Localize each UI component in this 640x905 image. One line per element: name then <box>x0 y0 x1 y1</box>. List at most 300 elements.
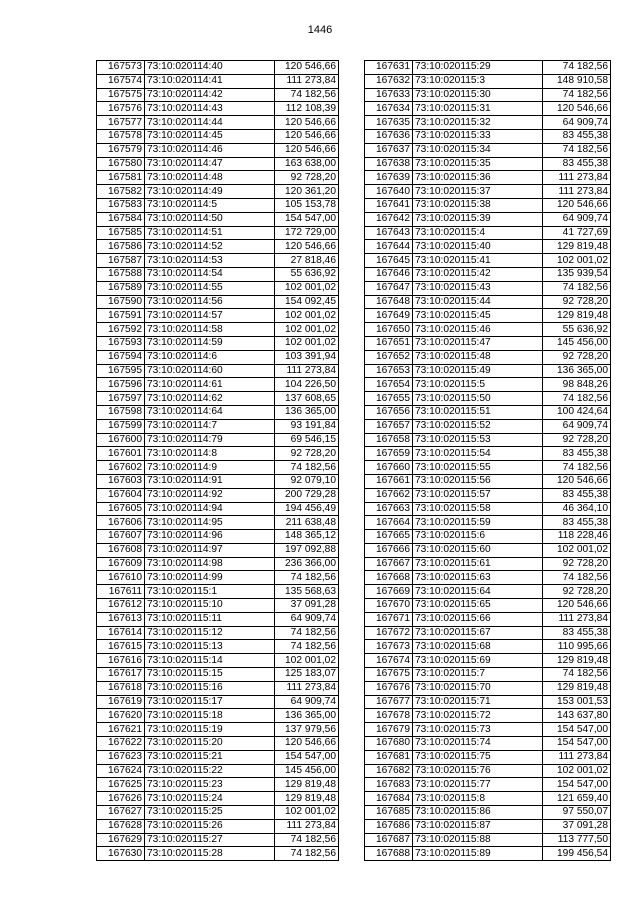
cadastral-number-cell: 73:10:020114:79 <box>145 433 275 447</box>
cadastral-number-cell: 73:10:020114:45 <box>145 129 275 143</box>
cadastral-number-cell: 73:10:020114:46 <box>145 143 275 157</box>
row-number-cell: 167656 <box>365 405 413 419</box>
amount-cell: 154 547,00 <box>275 750 339 764</box>
cadastral-number-cell: 73:10:020115:52 <box>413 419 543 433</box>
amount-cell: 154 547,00 <box>543 778 611 792</box>
table-row <box>365 599 611 613</box>
amount-cell: 74 182,56 <box>275 847 339 861</box>
cadastral-number-cell: 73:10:020115:3 <box>413 74 543 88</box>
table-row <box>97 530 339 544</box>
row-number-cell: 167623 <box>97 750 145 764</box>
row-number-cell: 167601 <box>97 447 145 461</box>
row-number-cell: 167613 <box>97 612 145 626</box>
amount-cell: 83 455,38 <box>543 157 611 171</box>
cadastral-number-cell: 73:10:020115:72 <box>413 709 543 723</box>
cadastral-number-cell: 73:10:020115:56 <box>413 474 543 488</box>
table-row <box>97 364 339 378</box>
cadastral-number-cell: 73:10:020115:37 <box>413 185 543 199</box>
row-number-cell: 167659 <box>365 447 413 461</box>
amount-cell: 98 848,26 <box>543 378 611 392</box>
cadastral-number-cell: 73:10:020115:74 <box>413 737 543 751</box>
amount-cell: 92 728,20 <box>543 350 611 364</box>
row-number-cell: 167616 <box>97 654 145 668</box>
cadastral-number-cell: 73:10:020114:9 <box>145 461 275 475</box>
row-number-cell: 167628 <box>97 819 145 833</box>
table-row <box>365 571 611 585</box>
cadastral-number-cell: 73:10:020115:12 <box>145 626 275 640</box>
table-row <box>365 488 611 502</box>
amount-cell: 129 819,48 <box>543 240 611 254</box>
table-row <box>97 116 339 130</box>
amount-cell: 136 365,00 <box>543 364 611 378</box>
table-row <box>365 102 611 116</box>
table-row <box>365 530 611 544</box>
row-number-cell: 167674 <box>365 654 413 668</box>
amount-cell: 92 728,20 <box>543 557 611 571</box>
table-row <box>365 681 611 695</box>
cadastral-number-cell: 73:10:020115:53 <box>413 433 543 447</box>
amount-cell: 92 728,20 <box>275 447 339 461</box>
amount-cell: 64 909,74 <box>543 212 611 226</box>
amount-cell: 64 909,74 <box>543 116 611 130</box>
row-number-cell: 167589 <box>97 281 145 295</box>
row-number-cell: 167607 <box>97 530 145 544</box>
table-row <box>97 681 339 695</box>
cadastral-number-cell: 73:10:020115:38 <box>413 198 543 212</box>
amount-cell: 102 001,02 <box>275 309 339 323</box>
amount-cell: 136 365,00 <box>275 709 339 723</box>
row-number-cell: 167643 <box>365 226 413 240</box>
cadastral-number-cell: 73:10:020114:54 <box>145 267 275 281</box>
cadastral-number-cell: 73:10:020115:55 <box>413 461 543 475</box>
row-number-cell: 167615 <box>97 640 145 654</box>
amount-cell: 37 091,28 <box>543 819 611 833</box>
cadastral-number-cell: 73:10:020114:58 <box>145 323 275 337</box>
table-row <box>97 392 339 406</box>
table-row <box>97 833 339 847</box>
table-row <box>97 254 339 268</box>
amount-cell: 102 001,02 <box>543 254 611 268</box>
row-number-cell: 167625 <box>97 778 145 792</box>
amount-cell: 111 273,84 <box>543 750 611 764</box>
amount-cell: 129 819,48 <box>275 792 339 806</box>
cadastral-number-cell: 73:10:020115:88 <box>413 833 543 847</box>
amount-cell: 120 546,66 <box>275 737 339 751</box>
row-number-cell: 167629 <box>97 833 145 847</box>
cadastral-number-cell: 73:10:020114:62 <box>145 392 275 406</box>
table-row <box>365 557 611 571</box>
amount-cell: 148 365,12 <box>275 530 339 544</box>
row-number-cell: 167627 <box>97 806 145 820</box>
row-number-cell: 167573 <box>97 61 145 75</box>
amount-cell: 46 364,10 <box>543 502 611 516</box>
cadastral-number-cell: 73:10:020114:61 <box>145 378 275 392</box>
amount-cell: 111 273,84 <box>543 612 611 626</box>
row-number-cell: 167683 <box>365 778 413 792</box>
cadastral-number-cell: 73:10:020115:10 <box>145 599 275 613</box>
page-number: 1446 <box>307 24 333 36</box>
amount-cell: 129 819,48 <box>543 654 611 668</box>
row-number-cell: 167680 <box>365 737 413 751</box>
row-number-cell: 167658 <box>365 433 413 447</box>
row-number-cell: 167687 <box>365 833 413 847</box>
row-number-cell: 167602 <box>97 461 145 475</box>
cadastral-number-cell: 73:10:020115:29 <box>413 61 543 75</box>
row-number-cell: 167661 <box>365 474 413 488</box>
cadastral-number-cell: 73:10:020114:5 <box>145 198 275 212</box>
row-number-cell: 167605 <box>97 502 145 516</box>
table-row <box>365 819 611 833</box>
amount-cell: 137 979,56 <box>275 723 339 737</box>
cadastral-number-cell: 73:10:020115:60 <box>413 543 543 557</box>
table-row <box>97 447 339 461</box>
amount-cell: 120 546,66 <box>275 129 339 143</box>
cadastral-number-cell: 73:10:020114:57 <box>145 309 275 323</box>
table-row <box>365 198 611 212</box>
cadastral-number-cell: 73:10:020115:87 <box>413 819 543 833</box>
cadastral-number-cell: 73:10:020115:69 <box>413 654 543 668</box>
table-row <box>365 171 611 185</box>
row-number-cell: 167591 <box>97 309 145 323</box>
row-number-cell: 167596 <box>97 378 145 392</box>
table-row <box>97 764 339 778</box>
amount-cell: 74 182,56 <box>543 143 611 157</box>
cadastral-number-cell: 73:10:020115:43 <box>413 281 543 295</box>
amount-cell: 74 182,56 <box>275 833 339 847</box>
table-row <box>97 695 339 709</box>
row-number-cell: 167686 <box>365 819 413 833</box>
row-number-cell: 167582 <box>97 185 145 199</box>
table-row <box>97 819 339 833</box>
cadastral-number-cell: 73:10:020114:6 <box>145 350 275 364</box>
table-row <box>97 668 339 682</box>
table-row <box>365 723 611 737</box>
row-number-cell: 167646 <box>365 267 413 281</box>
amount-cell: 93 191,84 <box>275 419 339 433</box>
amount-cell: 105 153,78 <box>275 198 339 212</box>
table-row <box>97 129 339 143</box>
row-number-cell: 167587 <box>97 254 145 268</box>
table-row <box>365 750 611 764</box>
table-row <box>97 792 339 806</box>
cadastral-number-cell: 73:10:020114:94 <box>145 502 275 516</box>
table-row <box>365 240 611 254</box>
row-number-cell: 167639 <box>365 171 413 185</box>
table-row <box>365 585 611 599</box>
amount-cell: 74 182,56 <box>543 571 611 585</box>
table-row <box>365 350 611 364</box>
table-row <box>365 419 611 433</box>
row-number-cell: 167638 <box>365 157 413 171</box>
cadastral-number-cell: 73:10:020114:44 <box>145 116 275 130</box>
left-table-body <box>97 61 339 861</box>
table-row <box>365 254 611 268</box>
cadastral-number-cell: 73:10:020114:53 <box>145 254 275 268</box>
row-number-cell: 167667 <box>365 557 413 571</box>
amount-cell: 129 819,48 <box>275 778 339 792</box>
amount-cell: 120 546,66 <box>543 198 611 212</box>
row-number-cell: 167663 <box>365 502 413 516</box>
table-row <box>97 405 339 419</box>
table-row <box>97 102 339 116</box>
cadastral-number-cell: 73:10:020115:39 <box>413 212 543 226</box>
cadastral-number-cell: 73:10:020115:76 <box>413 764 543 778</box>
table-row <box>365 336 611 350</box>
table-row <box>97 185 339 199</box>
table-row <box>97 806 339 820</box>
amount-cell: 83 455,38 <box>543 447 611 461</box>
amount-cell: 55 636,92 <box>543 323 611 337</box>
cadastral-number-cell: 73:10:020115:59 <box>413 516 543 530</box>
table-row <box>365 626 611 640</box>
amount-cell: 200 729,28 <box>275 488 339 502</box>
cadastral-number-cell: 73:10:020114:43 <box>145 102 275 116</box>
amount-cell: 135 568,63 <box>275 585 339 599</box>
cadastral-number-cell: 73:10:020115:14 <box>145 654 275 668</box>
row-number-cell: 167669 <box>365 585 413 599</box>
table-row <box>365 516 611 530</box>
amount-cell: 172 729,00 <box>275 226 339 240</box>
row-number-cell: 167636 <box>365 129 413 143</box>
row-number-cell: 167653 <box>365 364 413 378</box>
row-number-cell: 167599 <box>97 419 145 433</box>
cadastral-number-cell: 73:10:020115:20 <box>145 737 275 751</box>
row-number-cell: 167630 <box>97 847 145 861</box>
cadastral-number-cell: 73:10:020115:33 <box>413 129 543 143</box>
cadastral-number-cell: 73:10:020114:49 <box>145 185 275 199</box>
row-number-cell: 167648 <box>365 295 413 309</box>
cadastral-number-cell: 73:10:020115:71 <box>413 695 543 709</box>
row-number-cell: 167672 <box>365 626 413 640</box>
row-number-cell: 167626 <box>97 792 145 806</box>
table-row <box>97 516 339 530</box>
table-row <box>97 240 339 254</box>
table-row <box>97 640 339 654</box>
table-row <box>97 585 339 599</box>
amount-cell: 145 456,00 <box>275 764 339 778</box>
amount-cell: 136 365,00 <box>275 405 339 419</box>
amount-cell: 92 728,20 <box>543 585 611 599</box>
amount-cell: 102 001,02 <box>543 764 611 778</box>
row-number-cell: 167660 <box>365 461 413 475</box>
table-row <box>365 309 611 323</box>
table-row <box>365 502 611 516</box>
row-number-cell: 167622 <box>97 737 145 751</box>
cadastral-number-cell: 73:10:020115:31 <box>413 102 543 116</box>
cadastral-number-cell: 73:10:020114:59 <box>145 336 275 350</box>
table-row <box>97 502 339 516</box>
row-number-cell: 167641 <box>365 198 413 212</box>
row-number-cell: 167677 <box>365 695 413 709</box>
row-number-cell: 167657 <box>365 419 413 433</box>
amount-cell: 102 001,02 <box>275 654 339 668</box>
table-row <box>365 212 611 226</box>
amount-cell: 97 550,07 <box>543 806 611 820</box>
amount-cell: 92 728,20 <box>543 295 611 309</box>
table-row <box>97 709 339 723</box>
row-number-cell: 167670 <box>365 599 413 613</box>
table-row <box>97 88 339 102</box>
cadastral-number-cell: 73:10:020115:57 <box>413 488 543 502</box>
table-row <box>365 543 611 557</box>
row-number-cell: 167598 <box>97 405 145 419</box>
table-row <box>97 461 339 475</box>
amount-cell: 120 546,66 <box>275 116 339 130</box>
cadastral-number-cell: 73:10:020115:58 <box>413 502 543 516</box>
cadastral-number-cell: 73:10:020115:67 <box>413 626 543 640</box>
cadastral-number-cell: 73:10:020115:49 <box>413 364 543 378</box>
row-number-cell: 167633 <box>365 88 413 102</box>
amount-cell: 121 659,40 <box>543 792 611 806</box>
amount-cell: 102 001,02 <box>275 323 339 337</box>
table-row <box>97 350 339 364</box>
amount-cell: 113 777,50 <box>543 833 611 847</box>
cadastral-number-cell: 73:10:020115:42 <box>413 267 543 281</box>
amount-cell: 120 546,66 <box>543 102 611 116</box>
amount-cell: 154 547,00 <box>543 723 611 737</box>
row-number-cell: 167635 <box>365 116 413 130</box>
row-number-cell: 167688 <box>365 847 413 861</box>
amount-cell: 74 182,56 <box>275 626 339 640</box>
amount-cell: 37 091,28 <box>275 599 339 613</box>
row-number-cell: 167588 <box>97 267 145 281</box>
amount-cell: 129 819,48 <box>543 681 611 695</box>
table-row <box>97 847 339 861</box>
cadastral-number-cell: 73:10:020115:44 <box>413 295 543 309</box>
table-row <box>97 295 339 309</box>
cadastral-number-cell: 73:10:020115:8 <box>413 792 543 806</box>
row-number-cell: 167611 <box>97 585 145 599</box>
amount-cell: 74 182,56 <box>543 461 611 475</box>
table-row <box>97 723 339 737</box>
table-row <box>97 323 339 337</box>
cadastral-number-cell: 73:10:020114:99 <box>145 571 275 585</box>
amount-cell: 120 546,66 <box>543 474 611 488</box>
row-number-cell: 167586 <box>97 240 145 254</box>
cadastral-number-cell: 73:10:020115:27 <box>145 833 275 847</box>
row-number-cell: 167673 <box>365 640 413 654</box>
row-number-cell: 167583 <box>97 198 145 212</box>
cadastral-number-cell: 73:10:020115:66 <box>413 612 543 626</box>
amount-cell: 92 728,20 <box>275 171 339 185</box>
amount-cell: 111 273,84 <box>275 819 339 833</box>
cadastral-number-cell: 73:10:020115:46 <box>413 323 543 337</box>
table-row <box>365 378 611 392</box>
cadastral-number-cell: 73:10:020114:52 <box>145 240 275 254</box>
table-row <box>365 433 611 447</box>
cadastral-number-cell: 73:10:020115:18 <box>145 709 275 723</box>
row-number-cell: 167645 <box>365 254 413 268</box>
table-row <box>365 267 611 281</box>
table-row <box>97 267 339 281</box>
table-row <box>97 378 339 392</box>
row-number-cell: 167652 <box>365 350 413 364</box>
table-row <box>97 74 339 88</box>
table-row <box>97 309 339 323</box>
amount-cell: 102 001,02 <box>275 281 339 295</box>
table-row <box>365 833 611 847</box>
table-row <box>365 474 611 488</box>
cadastral-number-cell: 73:10:020114:56 <box>145 295 275 309</box>
row-number-cell: 167666 <box>365 543 413 557</box>
cadastral-number-cell: 73:10:020115:86 <box>413 806 543 820</box>
cadastral-number-cell: 73:10:020115:17 <box>145 695 275 709</box>
row-number-cell: 167682 <box>365 764 413 778</box>
table-row <box>97 488 339 502</box>
cadastral-number-cell: 73:10:020115:77 <box>413 778 543 792</box>
table-row <box>97 474 339 488</box>
cadastral-number-cell: 73:10:020115:75 <box>413 750 543 764</box>
table-row <box>365 116 611 130</box>
table-row <box>365 74 611 88</box>
table-row <box>97 737 339 751</box>
amount-cell: 120 546,66 <box>275 240 339 254</box>
table-row <box>365 88 611 102</box>
row-number-cell: 167631 <box>365 61 413 75</box>
table-row <box>97 281 339 295</box>
cadastral-number-cell: 73:10:020114:55 <box>145 281 275 295</box>
row-number-cell: 167606 <box>97 516 145 530</box>
amount-cell: 83 455,38 <box>543 488 611 502</box>
amount-cell: 111 273,84 <box>543 171 611 185</box>
cadastral-number-cell: 73:10:020115:1 <box>145 585 275 599</box>
cadastral-number-cell: 73:10:020114:92 <box>145 488 275 502</box>
row-number-cell: 167595 <box>97 364 145 378</box>
cadastral-number-cell: 73:10:020115:70 <box>413 681 543 695</box>
row-number-cell: 167597 <box>97 392 145 406</box>
cadastral-number-cell: 73:10:020114:40 <box>145 61 275 75</box>
amount-cell: 41 727,69 <box>543 226 611 240</box>
table-row <box>365 640 611 654</box>
table-row <box>365 764 611 778</box>
row-number-cell: 167668 <box>365 571 413 585</box>
amount-cell: 120 361,20 <box>275 185 339 199</box>
table-row <box>365 778 611 792</box>
cadastral-number-cell: 73:10:020114:64 <box>145 405 275 419</box>
amount-cell: 211 638,48 <box>275 516 339 530</box>
cadastral-number-cell: 73:10:020114:41 <box>145 74 275 88</box>
table-row <box>365 668 611 682</box>
cadastral-number-cell: 73:10:020115:32 <box>413 116 543 130</box>
row-number-cell: 167621 <box>97 723 145 737</box>
amount-cell: 143 637,80 <box>543 709 611 723</box>
table-row <box>97 157 339 171</box>
cadastral-number-cell: 73:10:020115:16 <box>145 681 275 695</box>
row-number-cell: 167655 <box>365 392 413 406</box>
table-row <box>97 571 339 585</box>
row-number-cell: 167594 <box>97 350 145 364</box>
row-number-cell: 167642 <box>365 212 413 226</box>
cadastral-number-cell: 73:10:020115:25 <box>145 806 275 820</box>
table-row <box>365 364 611 378</box>
cadastral-number-cell: 73:10:020115:63 <box>413 571 543 585</box>
row-number-cell: 167685 <box>365 806 413 820</box>
cadastral-number-cell: 73:10:020115:61 <box>413 557 543 571</box>
row-number-cell: 167581 <box>97 171 145 185</box>
amount-cell: 104 226,50 <box>275 378 339 392</box>
row-number-cell: 167654 <box>365 378 413 392</box>
cadastral-number-cell: 73:10:020115:35 <box>413 157 543 171</box>
row-number-cell: 167574 <box>97 74 145 88</box>
table-row <box>97 557 339 571</box>
amount-cell: 83 455,38 <box>543 516 611 530</box>
cadastral-number-cell: 73:10:020114:8 <box>145 447 275 461</box>
cadastral-number-cell: 73:10:020115:51 <box>413 405 543 419</box>
amount-cell: 92 728,20 <box>543 433 611 447</box>
cadastral-number-cell: 73:10:020115:50 <box>413 392 543 406</box>
row-number-cell: 167662 <box>365 488 413 502</box>
cadastral-number-cell: 73:10:020114:50 <box>145 212 275 226</box>
